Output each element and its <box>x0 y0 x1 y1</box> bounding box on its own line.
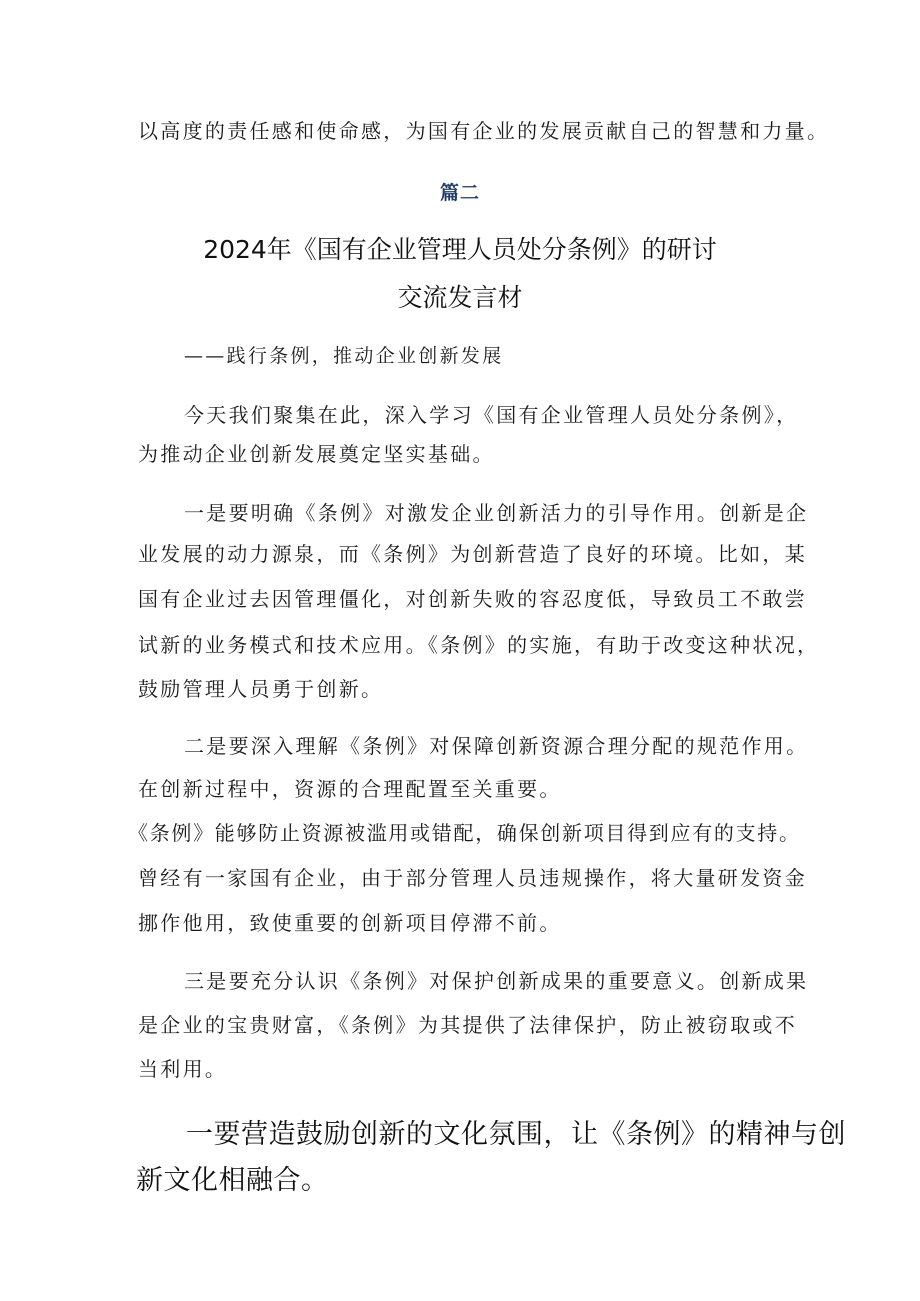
paragraph-2-line: 一是要明确《条例》对激发企业创新活力的引导作用。创新是企 <box>184 501 809 525</box>
document-title-line-2: 交流发言材 <box>397 283 523 312</box>
paragraph-4-line: 三是要充分认识《条例》对保护创新成果的重要意义。创新成果 <box>184 969 809 993</box>
bold-paragraph-line: 一要营造鼓励创新的文化氛围，让《条例》的精神与创 <box>186 1119 846 1150</box>
paragraph-3-line: 挪作他用，致使重要的创新项目停滞不前。 <box>138 911 562 935</box>
bold-paragraph-line: 新文化相融合。 <box>136 1165 329 1196</box>
intro-line: 以高度的责任感和使命感，为国有企业的发展贡献自己的智慧和力量。 <box>138 119 830 143</box>
document-title-line-1: 2024年《国有企业管理人员处分条例》的研讨 <box>203 235 717 264</box>
paragraph-3-line: 《条例》能够防止资源被滥用或错配，确保创新项目得到应有的支持。 <box>128 821 801 845</box>
paragraph-1-line: 今天我们聚集在此，深入学习《国有企业管理人员处分条例》， <box>184 403 799 427</box>
paragraph-2-line: 国有企业过去因管理僵化，对创新失败的容忍度低，导致员工不敢尝 <box>138 587 807 611</box>
paragraph-4-line: 是企业的宝贵财富，《条例》为其提供了法律保护，防止被窃取或不 <box>138 1013 797 1037</box>
paragraph-4-line: 当利用。 <box>138 1057 228 1081</box>
paragraph-2-line: 业发展的动力源泉，而《条例》为创新营造了良好的环境。比如，某 <box>138 542 807 566</box>
section-label: 篇二 <box>439 182 480 204</box>
paragraph-1-line: 为推动企业创新发展奠定坚实基础。 <box>138 442 495 466</box>
paragraph-3-line: 二是要深入理解《条例》对保障创新资源合理分配的规范作用。 <box>184 734 809 758</box>
subtitle: ——践行条例，推动企业创新发展 <box>184 345 504 367</box>
paragraph-3-line: 曾经有一家国有企业，由于部分管理人员违规操作，将大量研发资金 <box>138 866 807 890</box>
paragraph-2-line: 鼓励管理人员勇于创新。 <box>138 677 384 701</box>
paragraph-2-line: 试新的业务模式和技术应用。《条例》的实施，有助于改变这种状况， <box>138 633 820 657</box>
paragraph-3-line: 在创新过程中，资源的合理配置至关重要。 <box>138 777 562 801</box>
